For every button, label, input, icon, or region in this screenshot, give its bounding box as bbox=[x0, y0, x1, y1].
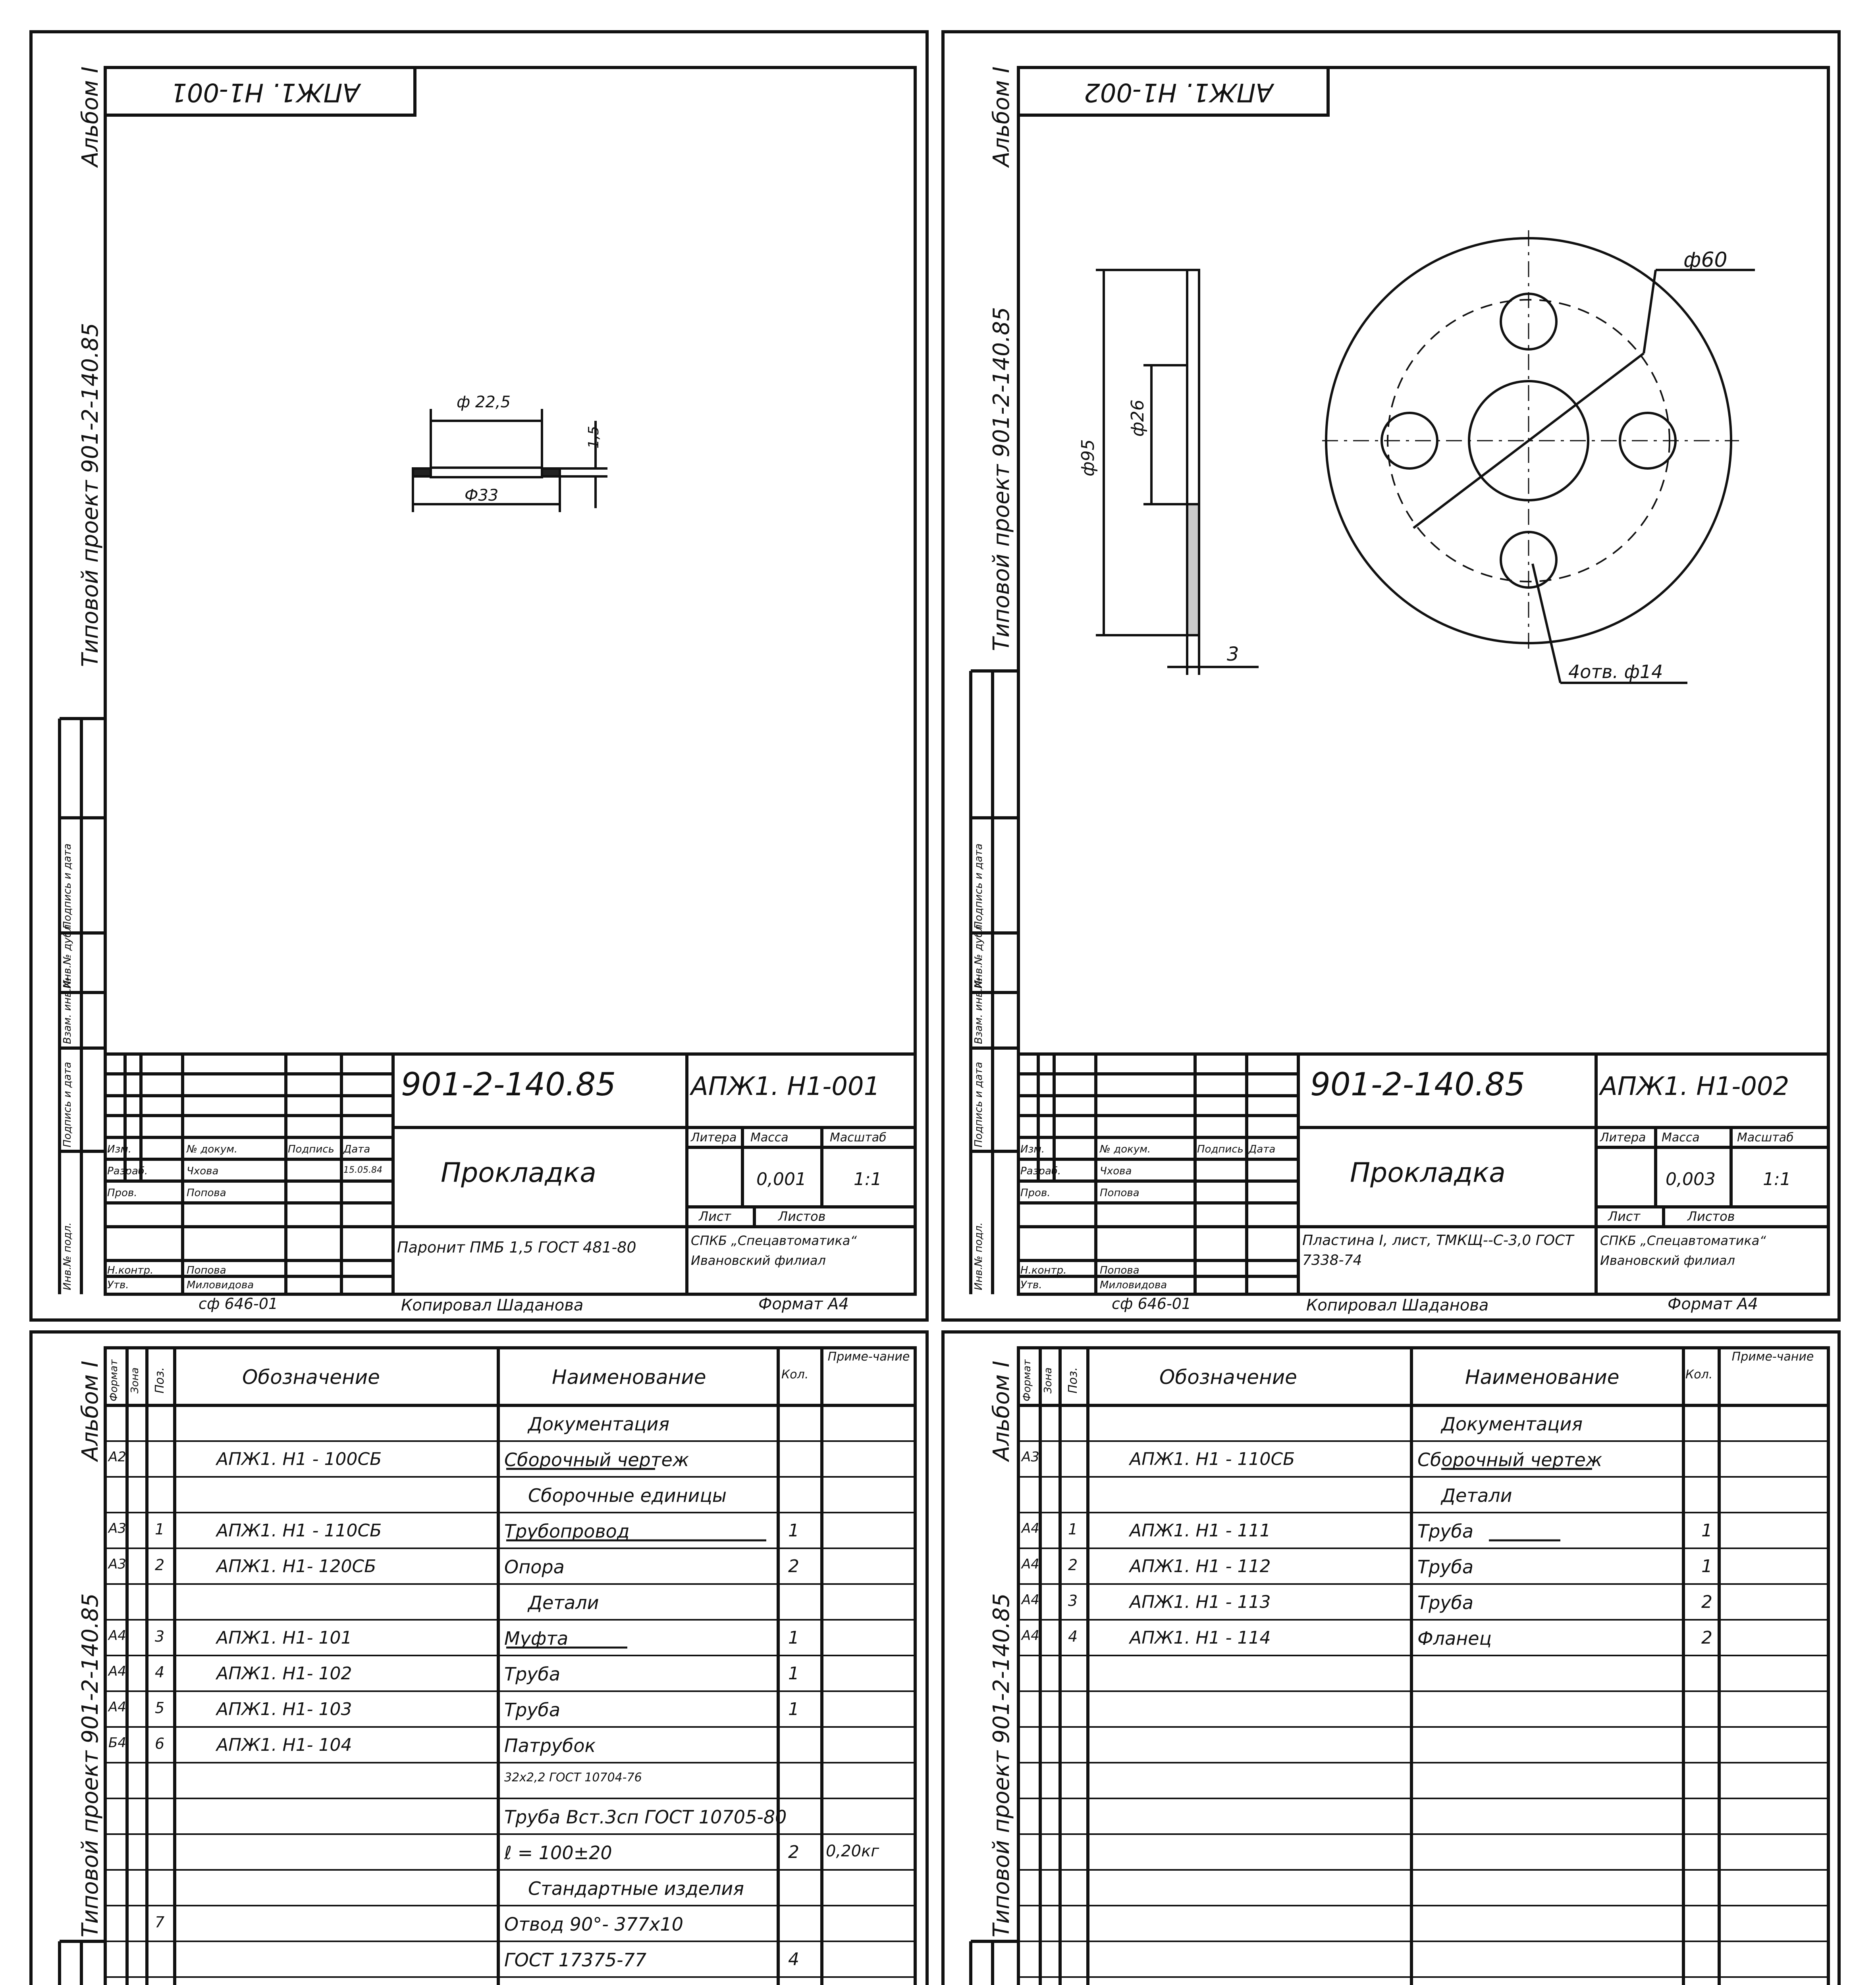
sheet4-row-pos: 2 bbox=[1068, 1556, 1078, 1574]
flange-gasket-drawing bbox=[1096, 230, 1755, 683]
sheet4-row-qty: 2 bbox=[1701, 1628, 1712, 1648]
sheet2-date-label: Дата bbox=[1249, 1143, 1276, 1155]
sheet2-doc-label: № докум. bbox=[1100, 1143, 1151, 1155]
sheet2-side-dubl: Инв.№ дубл. bbox=[973, 921, 985, 989]
sheet2-name: Прокладка bbox=[1350, 1157, 1506, 1189]
sheet3-row-fmt: А4 bbox=[108, 1663, 126, 1679]
sheet3-row-qty: 2 bbox=[788, 1842, 799, 1862]
sheet2-dim-thick: 3 bbox=[1227, 643, 1239, 665]
sheet1-side-podp: Подпись и дата bbox=[62, 1062, 73, 1147]
sheet4-row-fmt: А4 bbox=[1022, 1556, 1039, 1572]
sheet1-listov-label: Листов bbox=[778, 1209, 826, 1224]
sheet1-utv-label: Утв. bbox=[107, 1279, 129, 1291]
sheet1-top-code: АПЖ1. Н1-001 bbox=[171, 77, 360, 107]
sheet1-razrab-name: Чхова bbox=[187, 1165, 219, 1177]
sheet1-side-dubl: Инв.№ дубл. bbox=[62, 921, 73, 989]
sheet3-row-qty: 1 bbox=[788, 1521, 799, 1541]
sheet2-designation: 901-2-140.85 bbox=[1310, 1066, 1525, 1103]
sheet4-row-qty: 1 bbox=[1701, 1556, 1712, 1576]
sheet3-row-qty: 1 bbox=[788, 1628, 799, 1648]
sheet1-litera-label: Литера bbox=[691, 1131, 737, 1145]
sheet3-row-name: Труба bbox=[504, 1699, 561, 1721]
sheet3-row-name: Сборочный чертеж bbox=[504, 1449, 689, 1470]
sheet3-row-name: Труба bbox=[504, 1663, 561, 1685]
sheet1-dim-inner: ф 22,5 bbox=[457, 393, 511, 411]
sheet1-designation: 901-2-140.85 bbox=[401, 1066, 616, 1103]
sheet3-row-name: 32х2,2 ГОСТ 10704-76 bbox=[504, 1771, 642, 1785]
sheet4-row-name: Детали bbox=[1441, 1485, 1512, 1506]
sheet1-nkontr-label: Н.контр. bbox=[107, 1264, 154, 1276]
sheet4-project: Типовой проект 901-2-140.85 bbox=[989, 1593, 1014, 1937]
sheet3-row-name: ℓ = 100±20 bbox=[504, 1842, 612, 1864]
sheet3-row-qty: 2 bbox=[788, 1556, 799, 1576]
sheet4-row-des: АПЖ1. Н1 - 110СБ bbox=[1130, 1449, 1295, 1469]
sheet3-row-qty: 4 bbox=[788, 1949, 799, 1970]
sheet2-side-podp: Подпись и дата bbox=[973, 1062, 985, 1147]
sheet2-razrab-name: Чхова bbox=[1100, 1165, 1132, 1177]
sheet3-row-note: 0,20кг bbox=[826, 1842, 879, 1860]
sheet1-masshtab-label: Масштаб bbox=[830, 1131, 887, 1145]
sheet2-code: АПЖ1. Н1-002 bbox=[1600, 1072, 1789, 1101]
sheet4-hdr-format: Формат bbox=[1021, 1359, 1033, 1401]
sheet3-row-name: Детали bbox=[528, 1592, 599, 1613]
sheet3-row-fmt: А2 bbox=[108, 1449, 126, 1465]
sheet1-razrab-date: 15.05.84 bbox=[343, 1165, 382, 1175]
sheet3-row-des: АПЖ1. Н1- 104 bbox=[216, 1735, 352, 1755]
sheet3-row-fmt: А3 bbox=[108, 1556, 126, 1572]
sheet3-row-pos: 2 bbox=[155, 1556, 165, 1574]
sheet4-row-pos: 3 bbox=[1068, 1592, 1078, 1609]
sheet4-row-name: Сборочный чертеж bbox=[1417, 1449, 1602, 1470]
sheet4-row-fmt: А4 bbox=[1022, 1628, 1039, 1644]
sheet4-row-des: АПЖ1. Н1 - 113 bbox=[1130, 1592, 1271, 1612]
sheet2-org: СПКБ „Спецавтоматика“ Ивановский филиал bbox=[1600, 1233, 1766, 1268]
sheet4-hdr-note: Приме-чание bbox=[1731, 1350, 1814, 1364]
sheet1-izm-label: Изм. bbox=[107, 1143, 132, 1155]
sheet1-stamp-no: сф 646-01 bbox=[199, 1295, 278, 1312]
sheet4-row-qty: 1 bbox=[1701, 1521, 1712, 1541]
sheet3-row-name: Сборочные единицы bbox=[528, 1485, 727, 1506]
sheet1-prov-label: Пров. bbox=[107, 1187, 137, 1199]
sheet1-side-vzam: Взам. инв.№ bbox=[62, 977, 73, 1044]
sheet4-row-name: Труба bbox=[1417, 1592, 1474, 1613]
sheet4-hdr-designation: Обозначение bbox=[1159, 1366, 1297, 1389]
sheet4-hdr-zone: Зона bbox=[1042, 1367, 1054, 1393]
sheet4-hdr-name: Наименование bbox=[1465, 1366, 1620, 1389]
sheet2-album: Альбом I bbox=[989, 66, 1014, 167]
sheet2-format: Формат А4 bbox=[1668, 1295, 1758, 1313]
sheet4-row-pos: 1 bbox=[1068, 1521, 1078, 1538]
sheet2-stamp-no: сф 646-01 bbox=[1112, 1295, 1192, 1312]
sheet3-hdr-name: Наименование bbox=[552, 1366, 706, 1389]
sheet1-utv-name: Миловидова bbox=[187, 1279, 254, 1291]
sheet3-row-pos: 6 bbox=[155, 1735, 165, 1752]
sheet1-scale: 1:1 bbox=[854, 1169, 882, 1189]
sheet3-row-name: Труба Вст.3сп ГОСТ 10705-80 bbox=[504, 1806, 787, 1828]
sheet3-hdr-zone: Зона bbox=[129, 1367, 141, 1393]
sheet3-hdr-designation: Обозначение bbox=[242, 1366, 380, 1389]
sheet1-project: Типовой проект 901-2-140.85 bbox=[77, 323, 103, 667]
sheet3-hdr-note: Приме-чание bbox=[827, 1350, 910, 1364]
sheet3-row-name: Патрубок bbox=[504, 1735, 596, 1756]
sheet4-row-name: Труба bbox=[1417, 1556, 1474, 1578]
sheet2-razrab-label: Разраб. bbox=[1020, 1165, 1061, 1177]
sheet4-row-name: Труба bbox=[1417, 1521, 1474, 1542]
sheet4-row-name: Документация bbox=[1441, 1413, 1583, 1435]
sheet4-hdr-qty: Кол. bbox=[1685, 1368, 1713, 1382]
sheet1-list-label: Лист bbox=[699, 1209, 731, 1224]
sheet3-hdr-qty: Кол. bbox=[781, 1368, 809, 1382]
sheet1-sign-label: Подпись bbox=[288, 1143, 334, 1155]
sheet2-litera-label: Литера bbox=[1600, 1131, 1646, 1145]
sheet2-material: Пластина I, лист, ТМКЩ--С-3,0 ГОСТ 7338-74 bbox=[1302, 1232, 1574, 1268]
sheet1-doc-label: № докум. bbox=[187, 1143, 238, 1155]
sheet3-project: Типовой проект 901-2-140.85 bbox=[77, 1593, 103, 1937]
sheet2-project: Типовой проект 901-2-140.85 bbox=[989, 307, 1014, 651]
sheet4-row-des: АПЖ1. Н1 - 112 bbox=[1130, 1556, 1271, 1576]
sheet2-masshtab-label: Масштаб bbox=[1737, 1131, 1794, 1145]
sheet1-side-podp2: Подпись и дата bbox=[62, 843, 73, 929]
sheet2-prov-name: Попова bbox=[1100, 1187, 1139, 1199]
sheet3-album: Альбом I bbox=[77, 1361, 103, 1461]
sheet4-row-des: АПЖ1. Н1 - 114 bbox=[1130, 1628, 1271, 1648]
sheet2-copied: Копировал Шаданова bbox=[1306, 1296, 1489, 1314]
sheet4-row-qty: 2 bbox=[1701, 1592, 1712, 1612]
sheet2-nkontr-name: Попова bbox=[1100, 1264, 1139, 1276]
sheet1-side-inv: Инв.№ подл. bbox=[62, 1222, 73, 1290]
sheet2-nkontr-label: Н.контр. bbox=[1020, 1264, 1067, 1276]
sheet3-row-name: Трубопровод bbox=[504, 1521, 630, 1542]
sheet3-row-des: АПЖ1. Н1- 101 bbox=[216, 1628, 352, 1648]
sheet1-mass: 0,001 bbox=[756, 1169, 806, 1189]
sheet4-album: Альбом I bbox=[989, 1361, 1014, 1461]
sheet1-date-label: Дата bbox=[343, 1143, 370, 1155]
sheet2-dim-outer: ф95 bbox=[1078, 439, 1098, 476]
sheet3-row-fmt: А4 bbox=[108, 1699, 126, 1715]
sheet4-row-name: Фланец bbox=[1417, 1628, 1492, 1649]
sheet1-format: Формат А4 bbox=[758, 1295, 849, 1313]
sheet3-row-name: Опора bbox=[504, 1556, 565, 1578]
sheet1-album: Альбом I bbox=[77, 66, 103, 167]
sheet3-row-pos: 7 bbox=[155, 1914, 165, 1931]
sheet2-dim-flange: ф60 bbox=[1683, 248, 1728, 272]
sheet3-row-name: Муфта bbox=[504, 1628, 569, 1649]
sheet3-row-name: Документация bbox=[528, 1413, 670, 1435]
sheet2-utv-label: Утв. bbox=[1020, 1279, 1042, 1291]
sheet3-row-fmt: А4 bbox=[108, 1628, 126, 1644]
sheet2-listov-label: Листов bbox=[1687, 1209, 1735, 1224]
sheet2-side-vzam: Взам. инв.№ bbox=[973, 977, 985, 1044]
sheet1-copied: Копировал Шаданова bbox=[401, 1296, 584, 1314]
sheet2-massa-label: Масса bbox=[1662, 1131, 1700, 1145]
sheet1-material: Паронит ПМБ 1,5 ГОСТ 481-80 bbox=[397, 1239, 636, 1256]
sheet4-row-fmt: А4 bbox=[1022, 1521, 1039, 1536]
sheet2-utv-name: Миловидова bbox=[1100, 1279, 1167, 1291]
sheet4-row-des: АПЖ1. Н1 - 111 bbox=[1130, 1521, 1271, 1541]
sheet3-row-name: Стандартные изделия bbox=[528, 1878, 744, 1899]
sheet3-row-pos: 1 bbox=[155, 1521, 165, 1538]
sheet1-razrab-label: Разраб. bbox=[107, 1165, 148, 1177]
gasket-section-drawing bbox=[413, 409, 607, 512]
sheet3-row-des: АПЖ1. Н1- 120СБ bbox=[216, 1556, 376, 1576]
sheet3-row-des: АПЖ1. Н1 - 110СБ bbox=[216, 1521, 382, 1541]
sheet3-row-pos: 3 bbox=[155, 1628, 165, 1645]
sheet3-row-des: АПЖ1. Н1 - 100СБ bbox=[216, 1449, 382, 1469]
sheet3-row-pos: 5 bbox=[155, 1699, 165, 1717]
sheet3-row-qty: 1 bbox=[788, 1699, 799, 1719]
sheet3-row-pos: 4 bbox=[155, 1663, 165, 1681]
sheet3-row-fmt: Б4 bbox=[108, 1735, 126, 1751]
sheet4-row-fmt: А4 bbox=[1022, 1592, 1039, 1608]
sheet3-hdr-pos: Поз. bbox=[153, 1367, 167, 1393]
sheet3-row-fmt: А3 bbox=[108, 1521, 126, 1536]
sheet2-izm-label: Изм. bbox=[1020, 1143, 1045, 1155]
sheet4-row-pos: 4 bbox=[1068, 1628, 1078, 1645]
sheet4-hdr-pos: Поз. bbox=[1066, 1367, 1080, 1393]
sheet1-code: АПЖ1. Н1-001 bbox=[691, 1072, 880, 1101]
sheet3-row-qty: 1 bbox=[788, 1663, 799, 1684]
sheet4-row-fmt: А3 bbox=[1022, 1449, 1039, 1465]
sheet1-dim-thick: 1,5 bbox=[586, 426, 602, 449]
sheet2-mass: 0,003 bbox=[1666, 1169, 1716, 1189]
sheet3-row-des: АПЖ1. Н1- 102 bbox=[216, 1663, 352, 1684]
sheet1-org: СПКБ „Спецавтоматика“ Ивановский филиал bbox=[691, 1233, 857, 1268]
sheet3-hdr-format: Формат bbox=[108, 1359, 120, 1401]
sheet2-prov-label: Пров. bbox=[1020, 1187, 1051, 1199]
sheet2-list-label: Лист bbox=[1608, 1209, 1641, 1224]
sheet1-name: Прокладка bbox=[441, 1157, 596, 1189]
sheet1-dim-outer: Ф33 bbox=[465, 486, 499, 505]
sheet2-scale: 1:1 bbox=[1763, 1169, 1791, 1189]
sheet2-dim-inner: ф26 bbox=[1128, 399, 1148, 437]
sheet3-row-des: АПЖ1. Н1- 103 bbox=[216, 1699, 352, 1719]
sheet3-row-name: ГОСТ 17375-77 bbox=[504, 1949, 647, 1971]
sheet2-sign-label: Подпись bbox=[1197, 1143, 1244, 1155]
sheet1-nkontr-name: Попова bbox=[187, 1264, 226, 1276]
sheet1-prov-name: Попова bbox=[187, 1187, 226, 1199]
sheet2-side-inv: Инв.№ подл. bbox=[973, 1222, 985, 1290]
sheet2-dim-holes: 4отв. ф14 bbox=[1568, 661, 1663, 682]
sheet2-top-code: АПЖ1. Н1-002 bbox=[1084, 77, 1273, 107]
sheet3-row-name: Отвод 90°- 377х10 bbox=[504, 1914, 683, 1935]
sheet1-massa-label: Масса bbox=[750, 1131, 789, 1145]
sheet2-side-podp2: Подпись и дата bbox=[973, 843, 985, 929]
